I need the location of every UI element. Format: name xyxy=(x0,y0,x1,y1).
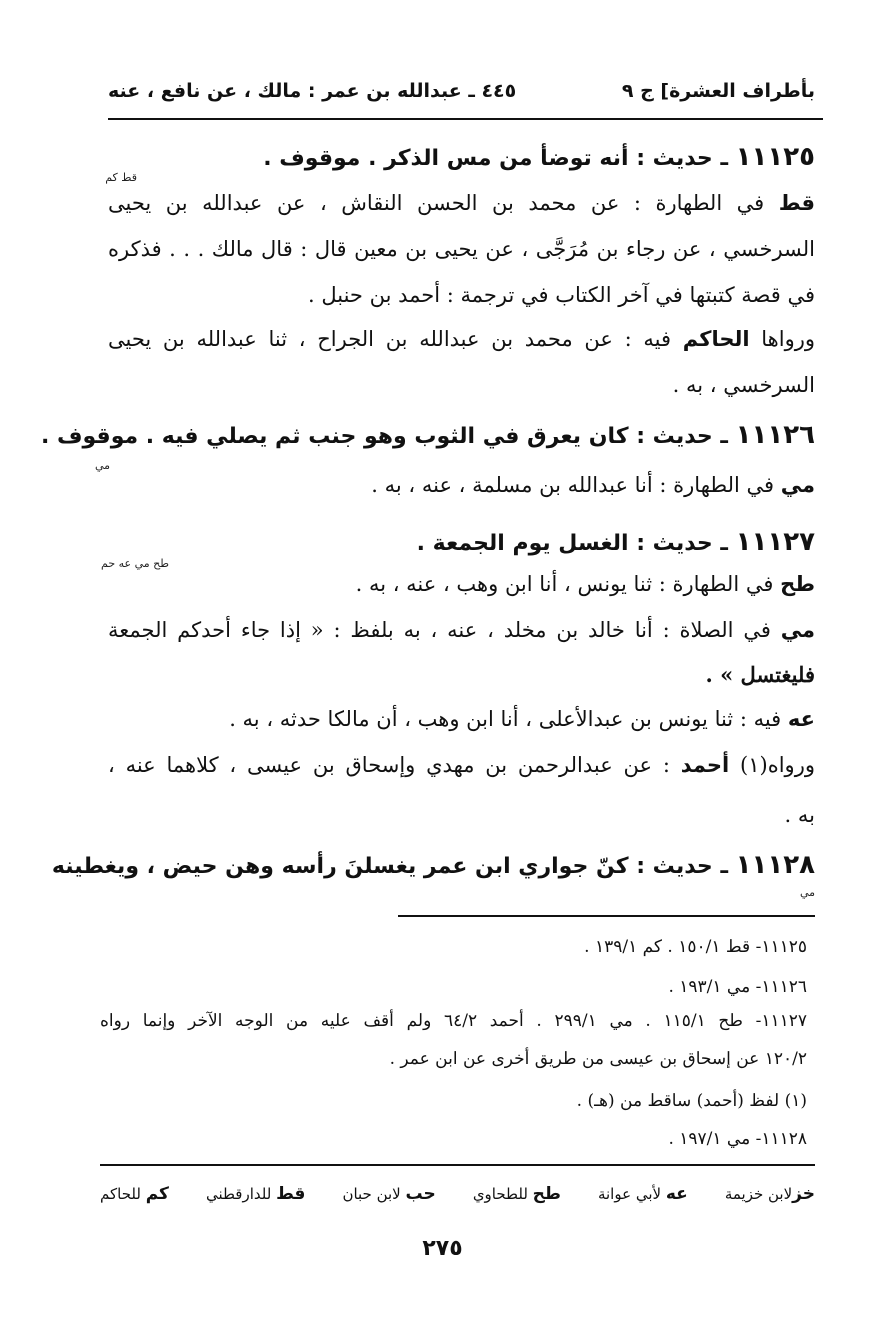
line-text: فيه : ثنا يونس بن عبدالأعلى ، أنا ابن وهب ، أن مالكا حدثه ، به . xyxy=(229,707,782,731)
hadith-11125-heading xyxy=(263,142,815,174)
hadith-11125-line-2: السرخسي ، عن رجاء بن مُرَجَّى ، عن يحيى بن معين قال : قال مالك . . . فذكره xyxy=(108,237,815,261)
source-name: الحاكم xyxy=(682,327,750,351)
line-text: فيه : عن محمد بن عبدالله بن الجراح ، ثنا عبدالله بن يحيى xyxy=(108,327,672,351)
hadith-11127-heading xyxy=(417,527,815,559)
header-rule xyxy=(108,118,823,120)
line-text: في الصلاة : أنا خالد بن مخلد ، عنه ، به بلفظ : « إذا جاء أحدكم الجمعة xyxy=(108,618,771,642)
source-sigla: طح مي عه حم xyxy=(101,557,169,570)
source-abbr: مي xyxy=(780,473,815,497)
source-abbr: قط xyxy=(778,191,815,215)
legend-item: حب لابن حبان xyxy=(342,1184,436,1204)
footnote-11125: ١١١٢٥- قط ١٥٠/١ . كم ١٣٩/١ . xyxy=(584,937,807,957)
footnote-11126: ١١١٢٦- مي ١٩٣/١ . xyxy=(668,977,807,997)
legend-item: خزلابن خزيمة xyxy=(724,1184,815,1204)
source-abbr: مي xyxy=(780,618,815,642)
line-text: في الطهارة : أنا عبدالله بن مسلمة ، عنه ، به . xyxy=(371,473,775,497)
hadith-11125-line-1 xyxy=(108,188,815,218)
hadith-11127-line-6: به . xyxy=(784,803,815,827)
hadith-title: ـ حديث : كان يعرق في الثوب وهو جنب ثم يصلي فيه . موقوف . xyxy=(40,424,728,449)
footnote-11127: ١١١٢٧- طح ١١٥/١ . مي ٢٩٩/١ . أحمد ٦٤/٢ ولم أقف عليه من الوجه الآخر وإنما رواه xyxy=(100,1011,808,1031)
source-sigla: مي xyxy=(94,459,110,472)
header-right-title: بأطراف العشرة] ج ٩ xyxy=(621,80,815,102)
hadith-11127-line-1 xyxy=(356,569,815,599)
running-header xyxy=(108,74,815,108)
hadith-11125-line-3: في قصة كتبتها في آخر الكتاب في ترجمة : أحمد بن حنبل . xyxy=(308,283,815,307)
hadith-title: ـ حديث : الغسل يوم الجمعة . xyxy=(416,531,728,556)
footnote-11127-cont: ١٢٠/٢ عن إسحاق بن عيسى من طريق أخرى عن ابن عمر . xyxy=(389,1049,807,1069)
source-abbr: طح xyxy=(780,572,815,596)
header-left-title: ٤٤٥ ـ عبدالله بن عمر : مالك ، عن نافع ، عنه xyxy=(108,80,517,102)
legend-item: قط للدارقطني xyxy=(205,1184,306,1204)
hadith-11126-line-1 xyxy=(371,470,815,500)
hadith-11126-heading xyxy=(40,420,815,452)
line-text: في الطهارة : ثنا يونس ، أنا ابن وهب ، عنه ، به . xyxy=(355,572,774,596)
sigla-legend xyxy=(100,1180,815,1208)
footnote-variant-1: (١) لفظ (أحمد) ساقط من (هـ) . xyxy=(576,1091,807,1111)
legend-item: كم للحاكم xyxy=(100,1184,169,1204)
hadith-number: ١١١٢٨ xyxy=(735,850,815,880)
hadith-11125-line-5: السرخسي ، به . xyxy=(672,373,815,397)
legend-item: عه لأبي عوانة xyxy=(597,1184,688,1204)
legend-item: طح للطحاوي xyxy=(472,1184,561,1204)
footnote-rule xyxy=(398,915,815,917)
hadith-number: ١١١٢٥ xyxy=(735,142,815,172)
hadith-11125-line-4 xyxy=(108,324,815,354)
line-text: : عن عبدالرحمن بن مهدي وإسحاق بن عيسى ، كلاهما عنه ، xyxy=(108,753,670,777)
source-abbr: عه xyxy=(787,707,815,731)
line-prefix: ورواه(١) xyxy=(740,753,815,777)
page-number: ٢٧٥ xyxy=(422,1236,463,1261)
hadith-title: ـ حديث : أنه توضأ من مس الذكر . موقوف . xyxy=(263,146,728,171)
hadith-title: ـ حديث : كنّ جواري ابن عمر يغسلنَ رأسه وهن حيض ، ويغطينه xyxy=(51,854,728,879)
legend-rule xyxy=(100,1164,815,1166)
hadith-11127-line-2 xyxy=(108,615,815,645)
line-prefix: ورواها xyxy=(761,327,815,351)
source-sigla: مي xyxy=(800,886,816,899)
hadith-11127-line-3: فليغتسل » . xyxy=(705,662,815,687)
hadith-11128-heading xyxy=(51,850,815,882)
source-sigla: قط كم xyxy=(105,171,137,184)
hadith-11127-line-4 xyxy=(229,704,815,734)
source-name: أحمد xyxy=(680,753,730,777)
footnote-11128: ١١١٢٨- مي ١٩٧/١ . xyxy=(668,1129,807,1149)
hadith-11127-line-5 xyxy=(108,750,815,780)
line-text: في الطهارة : عن محمد بن الحسن النقاش ، عن عبدالله بن يحيى xyxy=(108,191,765,215)
hadith-number: ١١١٢٧ xyxy=(735,527,815,557)
hadith-number: ١١١٢٦ xyxy=(735,420,815,450)
